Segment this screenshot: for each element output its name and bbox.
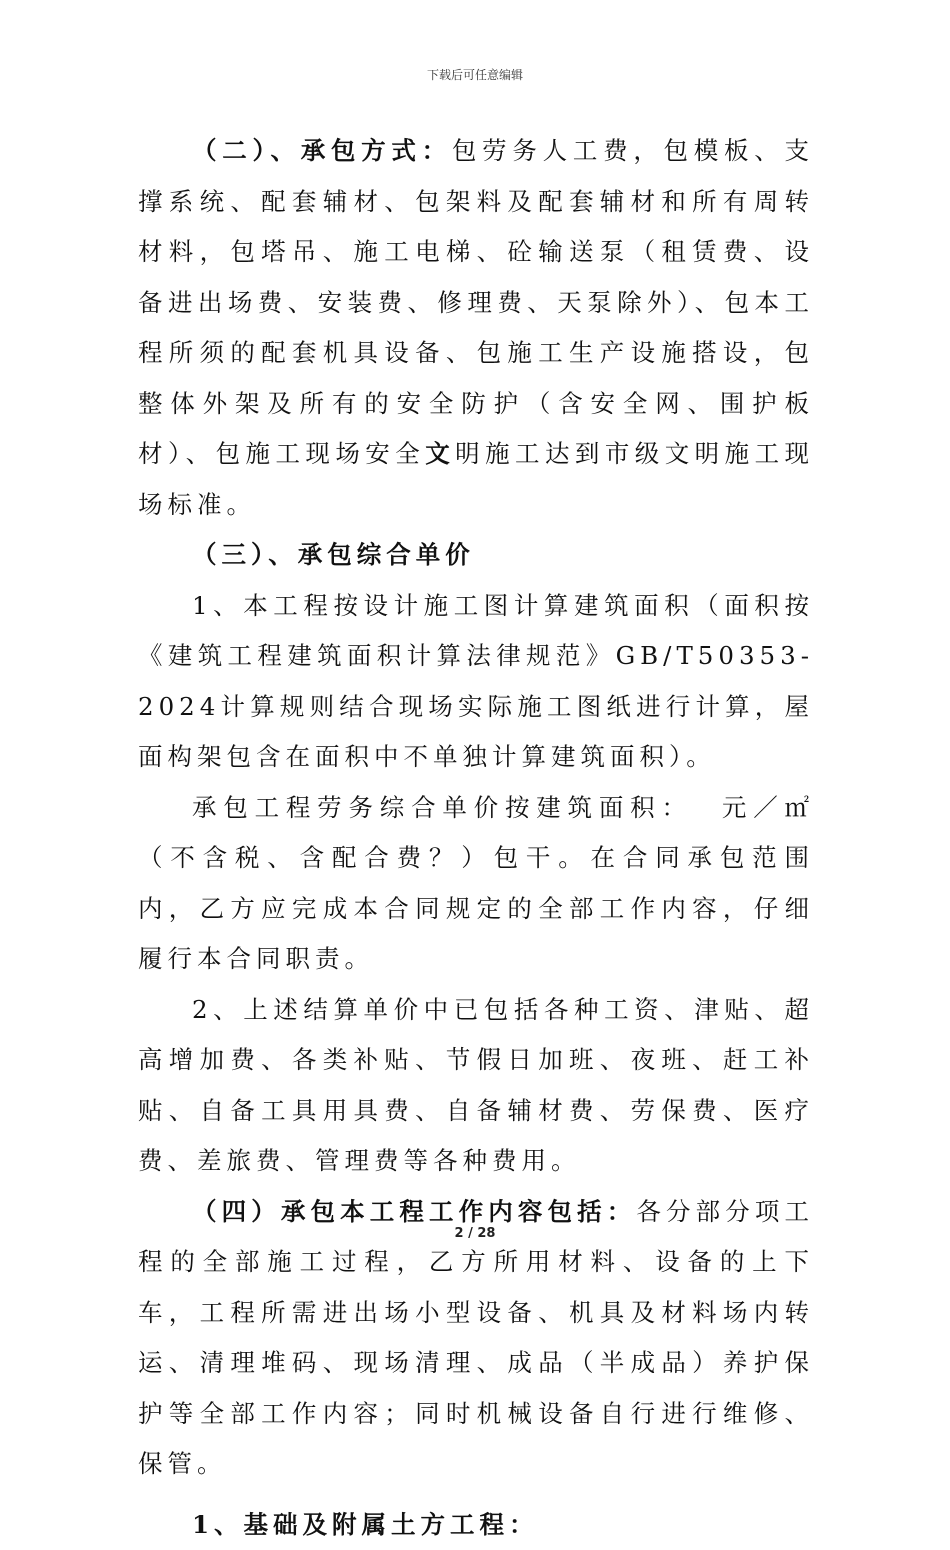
section-3-paragraph-3: 2、上述结算单价中已包括各种工资、津贴、超高增加费、各类补贴、节假日加班、夜班、赶工补贴、自备工具用具费、自备辅材费、劳保费、医疗费、差旅费、管理费等各种费用。 [138,985,814,1187]
section-2-label: （二）、承包方式： [192,136,452,165]
page-header: 下载后可任意编辑 [0,66,950,83]
section-4-label: （四）承包本工程工作内容包括： [192,1197,636,1226]
page-number: 2 / 28 [0,1226,950,1241]
section-3-paragraph-1: 1、本工程按设计施工图计算建筑面积（面积按《建筑工程建筑面积计算法律规范》GB/T50353-2024计算规则结合现场实际施工图纸进行计算，屋面构架包含在面积中不单独计算建筑面积）。 [138,581,814,783]
section-2-paragraph [138,126,814,530]
section-2-text-a: 包劳务人工费，包模板、支撑系统、配套辅材、包架料及配套辅材和所有周转材料，包塔吊、施工电梯、砼输送泵（租赁费、设备进出场费、安装费、修理费、天泵除外）、包本工程所须的配套机具设备、包施工生产设施搭设，包整体外架及所有的安全防护（含安全网、围护板材）、包施工现场安全 [138,136,814,468]
section-2-text-bold: 文 [425,439,455,468]
section-4-text: 各分部分项工程的全部施工过程，乙方所用材料、设备的上下车，工程所需进出场小型设备、机具及材料场内转运、清理堆码、现场清理、成品（半成品）养护保护等全部工作内容；同时机械设备自行进行维修、保管。 [138,1197,814,1479]
document-body [138,126,814,1550]
section-3-heading: （三）、承包综合单价 [138,530,814,581]
section-3-paragraph-2: 承包工程劳务综合单价按建筑面积： 元／㎡（不含税、含配合费？）包干。在合同承包范围内，乙方应完成本合同规定的全部工作内容，仔细履行本合同职责。 [138,783,814,985]
subsection-1-heading: 1、基础及附属土方工程： [138,1500,814,1550]
section-2-text-b: 明施工达到市级文明施工现场标准。 [138,439,814,519]
